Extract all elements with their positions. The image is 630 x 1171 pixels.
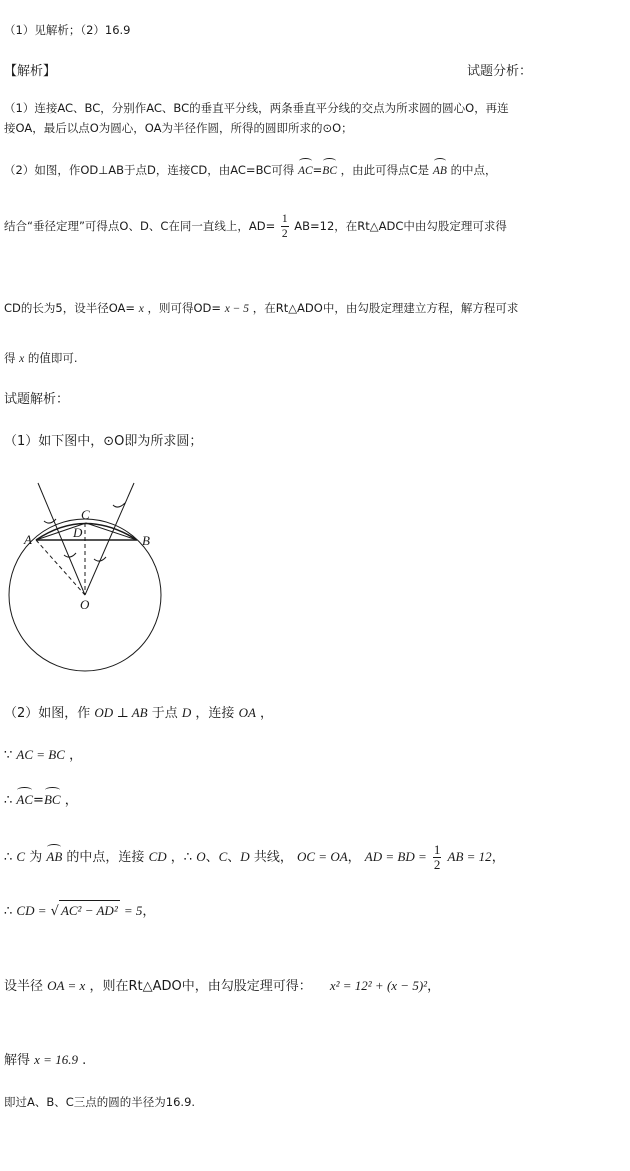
text: 设半径	[4, 979, 44, 994]
fraction-half	[433, 843, 442, 872]
arc-mark-4	[94, 557, 106, 561]
analysis-tag: 试题分析：	[466, 64, 532, 79]
equals: =	[33, 793, 44, 808]
step-arcs-equal	[4, 790, 78, 811]
math-x-value: x = 16.9	[34, 1052, 78, 1067]
math-ab-eq-12: AB = 12	[447, 849, 492, 864]
text: CD的长为5，设半径OA=	[4, 301, 136, 315]
label-a: A	[24, 532, 32, 547]
therefore-symbol: ∴	[4, 850, 13, 865]
arc-ac: AC	[298, 161, 313, 181]
label-o: O	[80, 597, 90, 612]
text: 的中点，连接	[66, 850, 145, 865]
math-o: O	[196, 849, 206, 864]
analysis-p1-line1: （1）连接AC、BC，分别作AC、BC的垂直平分线，两条垂直平分线的交点为所求圆的圆心O，再连	[4, 101, 509, 115]
therefore-symbol: ∴	[4, 904, 13, 919]
solution-part2-intro	[4, 703, 273, 724]
fraction-denominator: 2	[433, 857, 441, 872]
analysis-heading: 【解析】	[4, 64, 57, 79]
variable-x: x	[19, 353, 25, 365]
step-solve	[4, 1050, 86, 1071]
arc-bc: BC	[44, 790, 61, 810]
final-answer: 即过A、B、C三点的圆的半径为16.9.	[4, 1095, 196, 1109]
math-d: D	[181, 705, 192, 720]
arc-acb	[36, 524, 137, 541]
label-d: D	[73, 525, 83, 540]
text: .	[82, 1053, 87, 1068]
math-oa-eq-x: OA = x	[47, 978, 86, 993]
fraction-half	[281, 212, 289, 241]
step-cd: ∴ CD = √ AC² − AD² = 5，	[4, 900, 155, 922]
text: ，∴	[170, 850, 193, 865]
text: ，由此可得点C是	[340, 163, 430, 177]
fraction-numerator: 1	[433, 842, 441, 857]
math-pythagoras: x² = 12² + (x − 5)²	[329, 978, 428, 993]
text: （2）如图，作	[4, 706, 91, 721]
comma: ，	[69, 748, 83, 763]
text: 于点	[151, 706, 178, 721]
expr-x-minus-5: x − 5	[224, 303, 250, 315]
step-because	[4, 745, 82, 766]
text: ，	[260, 706, 274, 721]
text: ，在Rt△ADO中，由勾股定理建立方程，解方程可求	[252, 301, 519, 315]
text: 的值即可.	[27, 351, 78, 365]
math-ac-eq-bc: AC = BC	[16, 747, 65, 762]
math-c: C	[16, 849, 26, 864]
bisector-bc	[85, 483, 134, 595]
therefore-symbol: ∴	[4, 793, 13, 808]
analysis-p2-line2	[4, 212, 507, 241]
fraction-denominator: 2	[281, 228, 288, 240]
math-sqrt: AC² − AD²	[59, 900, 120, 921]
analysis-p2-line3	[4, 298, 518, 319]
math-cd: CD	[148, 849, 167, 864]
text: 共线，	[253, 850, 293, 865]
segment-bc	[86, 523, 137, 540]
arc-mark-2	[64, 553, 76, 557]
arc-bc: BC	[322, 161, 337, 181]
fraction-numerator: 1	[281, 213, 288, 225]
equals: =	[312, 163, 323, 177]
math-od-perp-ab: OD ⊥ AB	[94, 705, 148, 720]
math-oc-eq-oa: OC = OA	[296, 849, 348, 864]
text: ，则在Rt△ADO中，由勾股定理可得：	[89, 979, 312, 994]
text: ，则可得OD=	[147, 301, 222, 315]
text: AB=12，在Rt△ADC中由勾股定理可求得	[294, 219, 507, 233]
text: 为	[29, 850, 43, 865]
label-b: B	[142, 533, 150, 548]
step-equation: 设半径 OA = x ，则在Rt△ADO中，由勾股定理可得： x² = 12² + (x − 5)²，	[4, 978, 441, 994]
comma: ，	[64, 793, 78, 808]
math-cd-eq: CD =	[16, 903, 47, 918]
math-ad-eq-bd: AD = BD =	[364, 849, 427, 864]
math-result-5: = 5	[123, 903, 143, 918]
text: ，连接	[195, 706, 235, 721]
arc-ab: AB	[433, 161, 447, 181]
step-midpoint: ∴ C 为 AB 的中点，连接 CD ，∴ O、C、D 共线， OC = OA， AD = BD = $\frac{1}{2}$ AB = 12，	[4, 842, 505, 872]
text: 解得	[4, 1053, 31, 1068]
arc-ab: AB	[46, 847, 62, 867]
because-symbol: ∵	[4, 748, 13, 763]
text: （2）如图，作OD⊥AB于点D，连接CD，由AC=BC可得	[4, 163, 295, 177]
math-oa: OA	[238, 705, 256, 720]
analysis-p1-line2: 接OA，最后以点O为圆心，OA为半径作圆，所得的圆即所求的⊙O；	[4, 121, 353, 135]
math-c: C	[218, 849, 228, 864]
text: 结合“垂径定理”可得点O、D、C在同一直线上，AD=	[4, 219, 276, 233]
analysis-p2-line4	[4, 348, 78, 369]
answer-line: （1）见解析；（2）16.9	[4, 23, 131, 37]
circle-figure	[4, 475, 169, 675]
solution-part1: （1）如下图中，⊙O即为所求圆；	[4, 434, 203, 449]
arc-ac: AC	[16, 790, 33, 810]
text: 得	[4, 351, 16, 365]
math-d: D	[240, 849, 250, 864]
variable-x: x	[138, 303, 144, 315]
dashed-oa	[36, 540, 85, 595]
analysis-p2-line1	[4, 160, 497, 181]
label-c: C	[81, 507, 90, 522]
solution-heading: 试题解析：	[4, 392, 70, 407]
text: 的中点，	[450, 163, 497, 177]
